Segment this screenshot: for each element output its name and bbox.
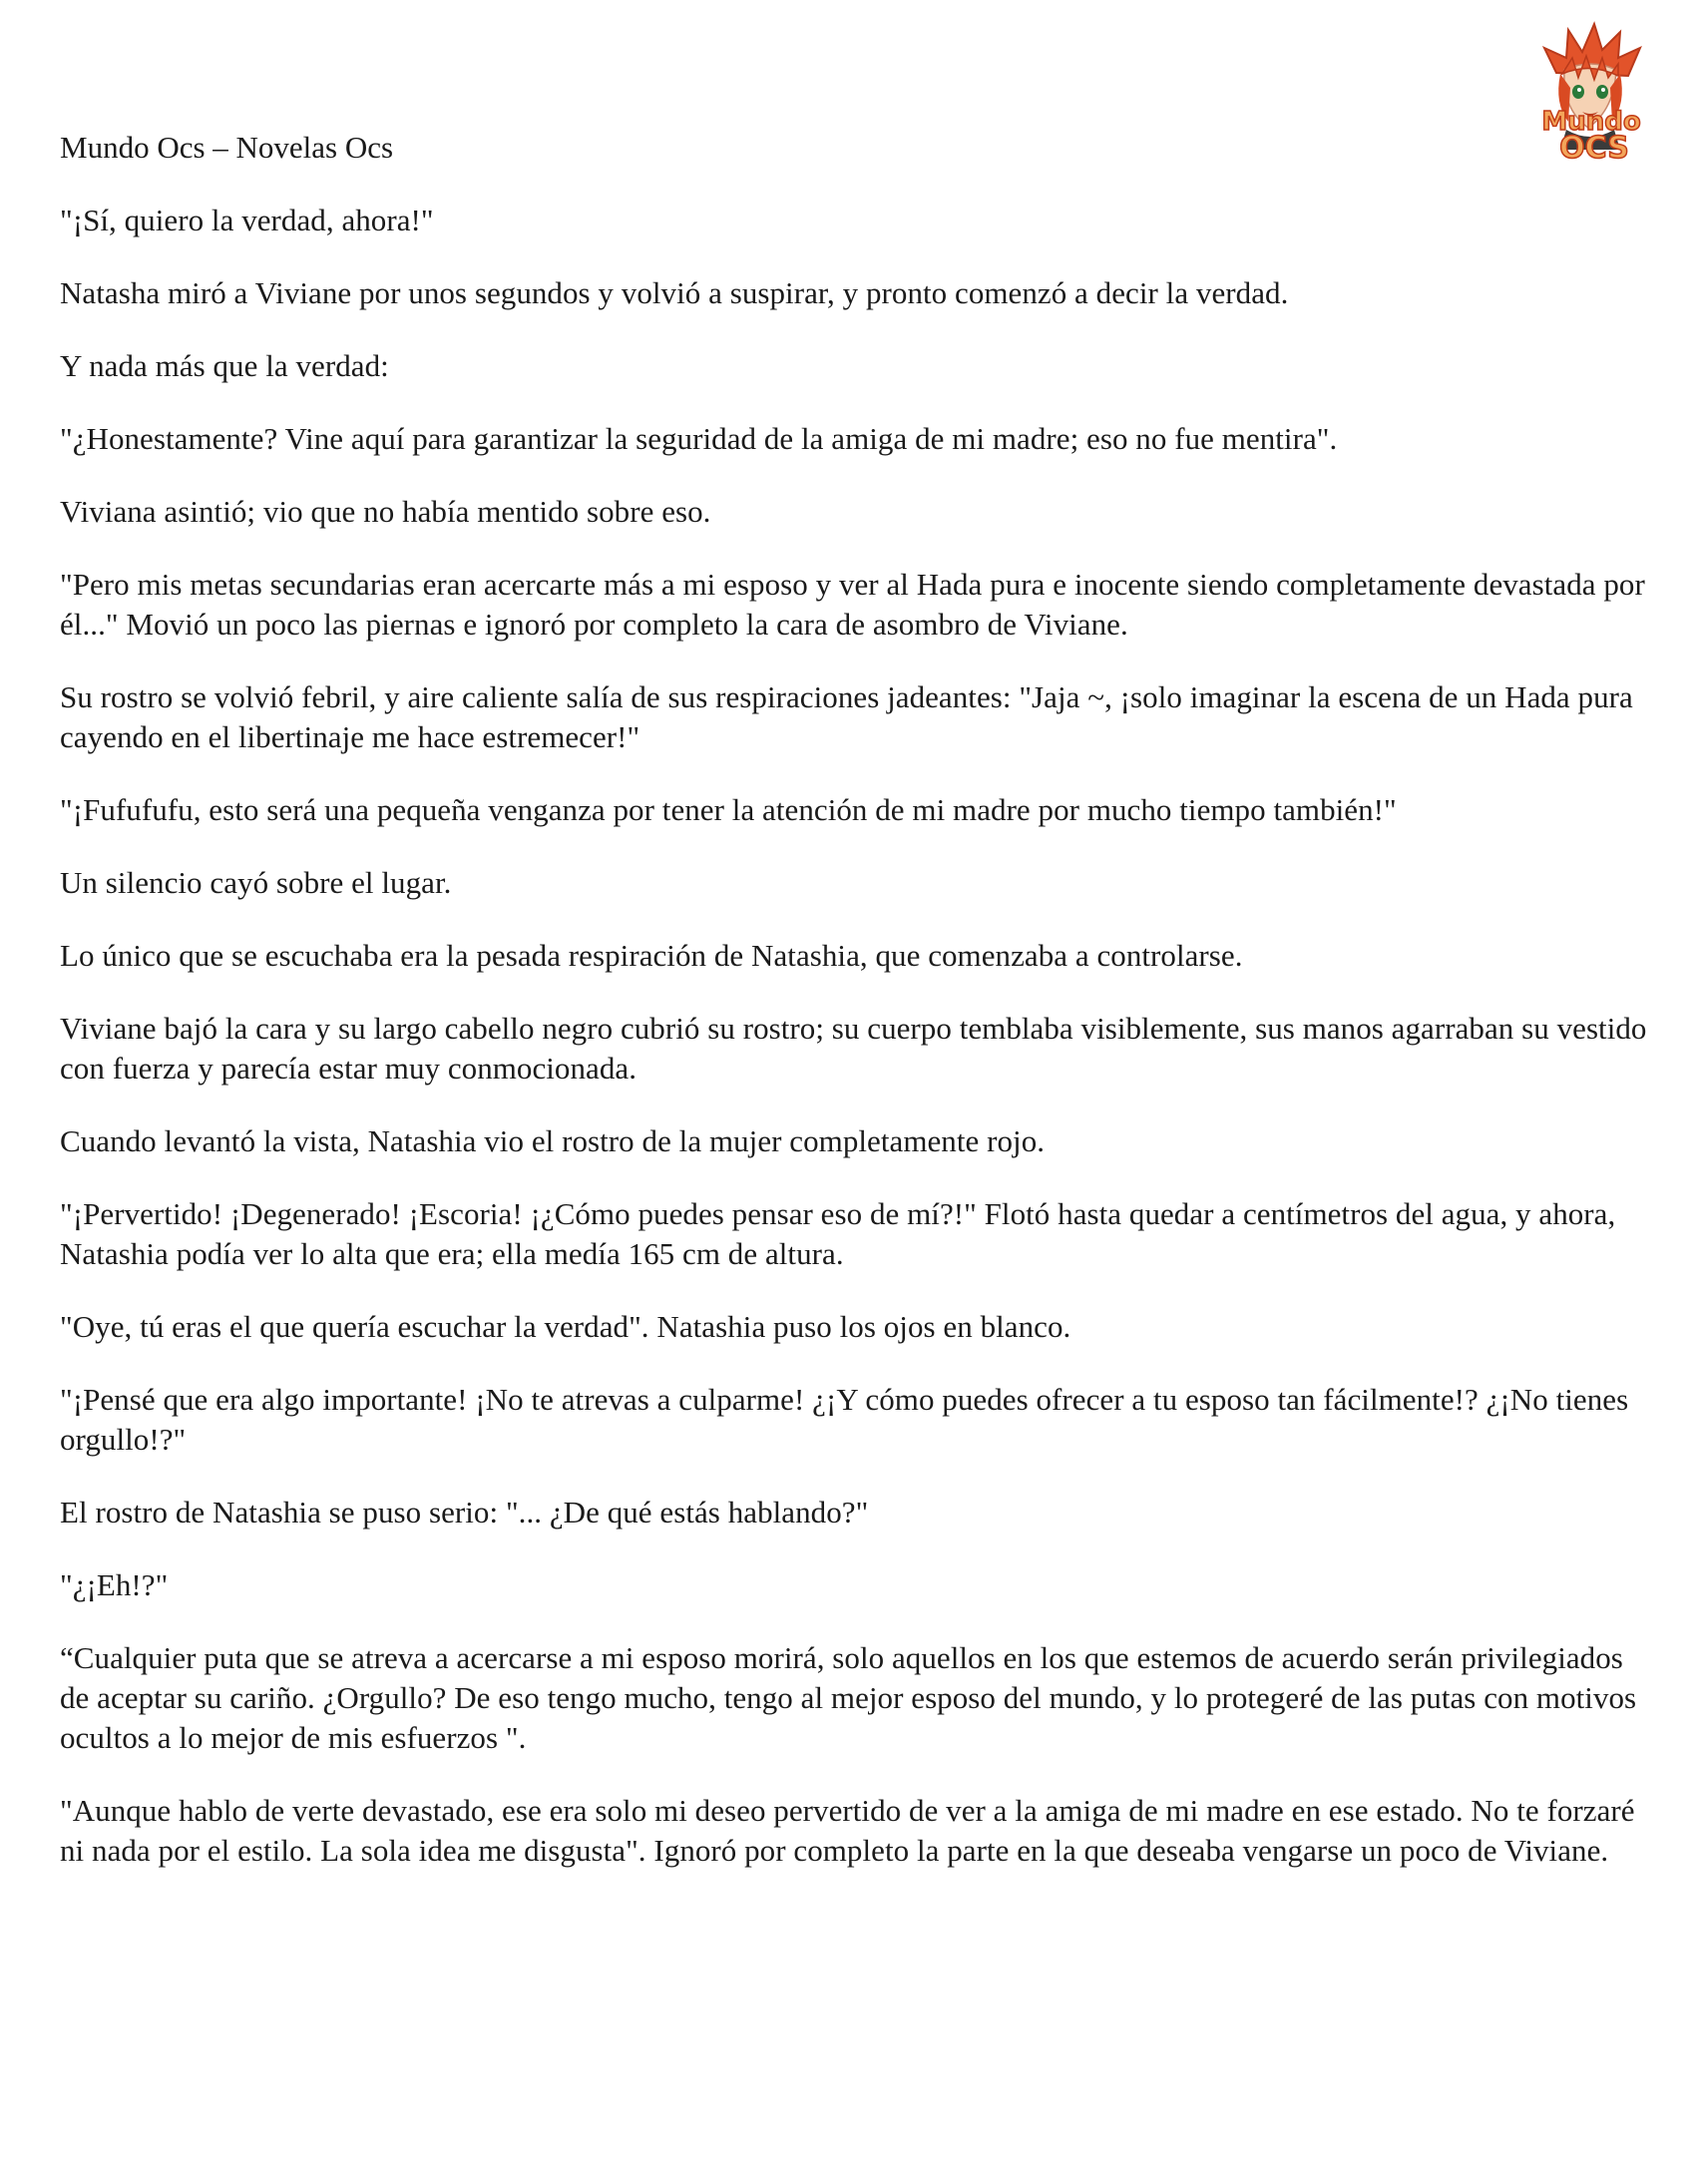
paragraph: Lo único que se escuchaba era la pesada respiración de Natashia, que comenzaba a controlarse. [60, 938, 1243, 973]
document-header: Mundo Ocs – Novelas Ocs [60, 130, 394, 165]
svg-text:OCS: OCS [1559, 131, 1629, 166]
paragraph: "¡Pervertido! ¡Degenerado! ¡Escoria! ¡¿Cómo puedes pensar eso de mí?!" Flotó hasta quedar a centímetros del agua, y ahora, Natashia podía ver lo alta que era; ella medía 165 cm de altura. [60, 1196, 1616, 1271]
paragraph: "¿¡Eh!?" [60, 1567, 169, 1602]
paragraph: El rostro de Natashia se puso serio: "... ¿De qué estás hablando?" [60, 1495, 869, 1529]
document-body [60, 128, 1656, 1904]
paragraph: "Aunque hablo de verte devastado, ese era solo mi deseo pervertido de ver a la amiga de mi madre en ese estado. No te forzaré ni nada por el estilo. La sola idea me disgusta". Ignoró por completo la parte en la que deseaba vengarse un poco de Viviane. [60, 1793, 1635, 1868]
paragraph: Cuando levantó la vista, Natashia vio el rostro de la mujer completamente rojo. [60, 1123, 1046, 1158]
paragraph: Viviane bajó la cara y su largo cabello negro cubrió su rostro; su cuerpo temblaba visiblemente, sus manos agarraban su vestido con fuerza y parecía estar muy conmocionada. [60, 1011, 1647, 1086]
paragraph: “Cualquier puta que se atreva a acercarse a mi esposo morirá, solo aquellos en los que estemos de acuerdo serán privilegiados de aceptar su cariño. ¿Orgullo? De eso tengo mucho, tengo al mejor esposo del mundo, y lo protegeré de las putas con motivos ocultos a lo mejor de mis esfuerzos ". [60, 1640, 1637, 1755]
paragraph: Un silencio cayó sobre el lugar. [60, 865, 452, 900]
paragraph: "¡Fufufufu, esto será una pequeña venganza por tener la atención de mi madre por mucho tiempo también!" [60, 792, 1397, 827]
paragraph: "¡Pensé que era algo importante! ¡No te atrevas a culparme! ¿¡Y cómo puedes ofrecer a tu esposo tan fácilmente!? ¿¡No tienes orgullo!?" [60, 1382, 1629, 1457]
paragraph: Natasha miró a Viviane por unos segundos y volvió a suspirar, y pronto comenzó a decir la verdad. [60, 275, 1289, 310]
svg-text:Mundo: Mundo [1541, 107, 1641, 137]
paragraph: Y nada más que la verdad: [60, 348, 389, 383]
paragraph: "Pero mis metas secundarias eran acercarte más a mi esposo y ver al Hada pura e inocente siendo completamente devastada por él..." Movió un poco las piernas e ignoró por completo la cara de asombro de Viviane. [60, 567, 1645, 642]
paragraph: "¿Honestamente? Vine aquí para garantizar la seguridad de la amiga de mi madre; eso no fue mentira". [60, 421, 1338, 456]
paragraph: Viviana asintió; vio que no había mentido sobre eso. [60, 494, 711, 529]
paragraph: "¡Sí, quiero la verdad, ahora!" [60, 203, 434, 237]
paragraph: Su rostro se volvió febril, y aire caliente salía de sus respiraciones jadeantes: "Jaja ~, ¡solo imaginar la escena de un Hada pura cayendo en el libertinaje me hace estremecer!" [60, 679, 1633, 754]
paragraph: "Oye, tú eras el que quería escuchar la verdad". Natashia puso los ojos en blanco. [60, 1309, 1071, 1344]
